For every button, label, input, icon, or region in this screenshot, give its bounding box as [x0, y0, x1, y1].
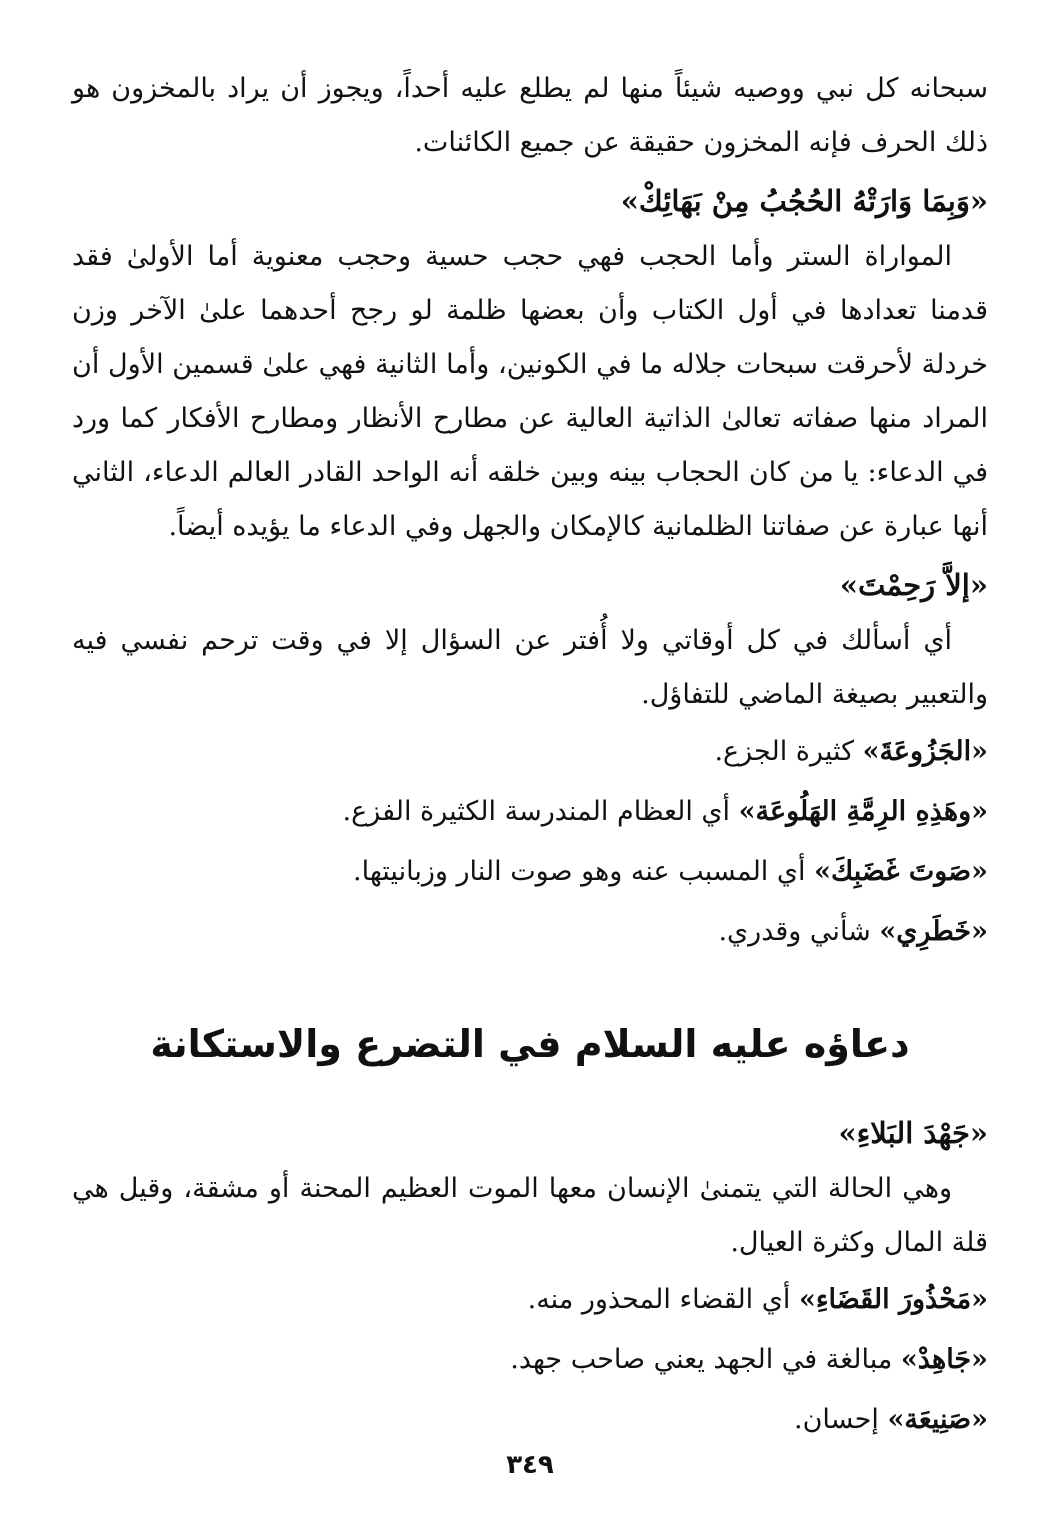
paragraph-continuation: سبحانه كل نبي ووصيه شيئاً منها لم يطلع عليه أحداً، ويجوز أن يراد بالمخزون هو ذلك الحرف فإنه المخزون حقيقة عن جميع الكائنات. — [72, 73, 988, 158]
gloss-entry — [72, 722, 988, 782]
gloss-entry — [72, 842, 988, 902]
gloss-definition: شأني وقدري. — [718, 916, 880, 947]
gloss-term: «الجَزُوعَةَ» — [862, 736, 988, 767]
gloss-entry — [72, 1330, 988, 1390]
page-number: ٣٤٩ — [506, 1450, 554, 1480]
gloss-entry — [72, 902, 988, 962]
paragraph-explanation: المواراة الستر وأما الحجب فهي حجب حسية وحجب معنوية أما الأولىٰ فقد قدمنا تعدادها في أول الكتاب وأن بعضها ظلمة لو رجح أحدهما علىٰ الآخر وزن خردلة لأحرقت سبحات جلاله ما في الكونين، وأما الثانية فهي علىٰ قسمين الأول أن المراد منها صفاته تعالىٰ الذاتية العالية عن مطارح الأنظار ومطارح الأفكار كما ورد في الدعاء: يا من كان الحجاب بينه وبين خلقه أنه الواحد القادر العالم الدعاء، الثاني أنها عبارة عن صفاتنا الظلمانية كالإمكان والجهل وفي الدعاء ما يؤيده أيضاً. — [72, 241, 988, 542]
gloss-term: «وهَذِهِ الرِمَّةِ الهَلُوعَة» — [738, 796, 988, 827]
gloss-entry — [72, 782, 988, 842]
gloss-definition: أي المسبب عنه وهو صوت النار وزبانيتها. — [353, 856, 815, 887]
gloss-term: «جَاهِدْ» — [900, 1344, 988, 1375]
gloss-definition: مبالغة في الجهد يعني صاحب جهد. — [510, 1344, 901, 1375]
section-title: دعاؤه عليه السلام في التضرع والاستكانة — [150, 1022, 910, 1066]
gloss-term: «صَوتَ غَضَبِكَ» — [814, 856, 988, 887]
gloss-definition: أي العظام المندرسة الكثيرة الفزع. — [342, 796, 739, 827]
gloss-entry — [72, 1390, 988, 1450]
gloss-term: «خَطَرِي» — [879, 916, 988, 947]
gloss-list — [72, 1270, 988, 1450]
gloss-entry — [72, 1270, 988, 1330]
gloss-definition: كثيرة الجزع. — [714, 736, 863, 767]
quoted-phrase-heading: «وَبِمَا وَارَتْهُ الحُجُبُ مِنْ بَهَائِكْ» — [620, 184, 988, 218]
paragraph-explanation: أي أسألك في كل أوقاتي ولا أُفتر عن السؤال إلا في وقت ترحم نفسي فيه والتعبير بصيغة الماضي للتفاؤل. — [72, 625, 988, 710]
gloss-term: «مَحْذُورَ القَضَاءِ» — [798, 1284, 988, 1315]
quoted-phrase-heading: «إلاَّ رَحِمْتَ» — [839, 568, 988, 602]
gloss-definition: أي القضاء المحذور منه. — [527, 1284, 799, 1315]
quoted-phrase-heading: «جَهْدَ البَلاءِ» — [838, 1116, 988, 1150]
gloss-definition: إحسان. — [794, 1404, 888, 1435]
page-body — [72, 62, 988, 1450]
gloss-list — [72, 722, 988, 962]
gloss-term: «صَنِيعَة» — [887, 1404, 988, 1435]
paragraph-explanation: وهي الحالة التي يتمنىٰ الإنسان معها الموت العظيم المحنة أو مشقة، وقيل هي قلة المال وكثرة العيال. — [72, 1173, 988, 1258]
